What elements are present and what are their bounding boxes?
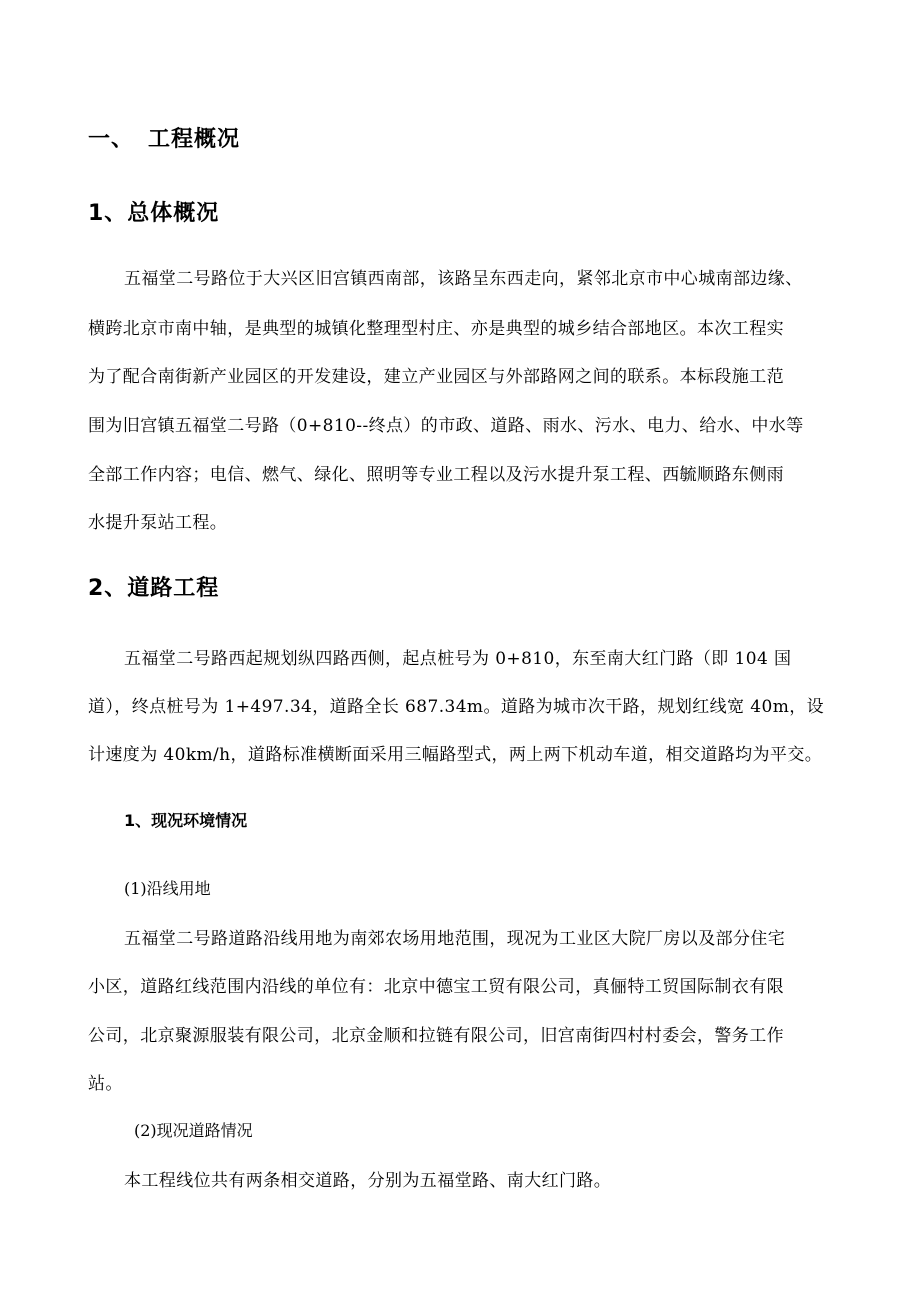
section-title: 工程概况: [148, 127, 241, 152]
item-label-land-use: (1)沿线用地: [124, 879, 211, 898]
paragraph-line: 本工程线位共有两条相交道路，分别为五福堂路、南大红门路。: [124, 1171, 612, 1191]
paragraph-line: 道），终点桩号为 1+497.34，道路全长 687.34m。道路为城市次干路，规划红线宽 40m，设: [88, 697, 825, 717]
subsection-heading-overview: 1、总体概况: [88, 201, 220, 226]
section-heading: [88, 122, 240, 153]
paragraph-line: 公司，北京聚源服装有限公司，北京金顺和拉链有限公司，旧宫南街四村村委会，警务工作: [88, 1026, 784, 1046]
item-label-current-roads: (2)现况道路情况: [134, 1121, 253, 1140]
paragraph-line: 为了配合南街新产业园区的开发建设，建立产业园区与外部路网之间的联系。本标段施工范: [88, 367, 784, 387]
paragraph-line: 计速度为 40km/h，道路标准横断面采用三幅路型式，两上两下机动车道，相交道路均为平交。: [88, 745, 823, 765]
paragraph-line: 围为旧宫镇五福堂二号路（0+810--终点）的市政、道路、雨水、污水、电力、给水、中水等: [88, 416, 804, 436]
paragraph-line: 五福堂二号路位于大兴区旧宫镇西南部，该路呈东西走向，紧邻北京市中心城南部边缘、: [124, 269, 803, 289]
paragraph-line: 五福堂二号路西起规划纵四路西侧，起点桩号为 0+810，东至南大红门路（即 104 国: [124, 649, 792, 669]
paragraph-line: 横跨北京市南中轴，是典型的城镇化整理型村庄、亦是典型的城乡结合部地区。本次工程实: [88, 319, 784, 339]
paragraph-line: 五福堂二号路道路沿线用地为南郊农场用地范围，现况为工业区大院厂房以及部分住宅: [124, 929, 786, 949]
subsection-heading-road: 2、道路工程: [88, 576, 220, 601]
paragraph-line: 站。: [88, 1074, 123, 1094]
paragraph-line: 小区，道路红线范围内沿线的单位有：北京中德宝工贸有限公司，真俪特工贸国际制衣有限: [88, 977, 784, 997]
subsection-heading-environment: 1、现况环境情况: [124, 811, 248, 830]
paragraph-line: 全部工作内容；电信、燃气、绿化、照明等专业工程以及污水提升泵工程、西毓顺路东侧雨: [88, 465, 784, 485]
section-number: 一、: [88, 127, 135, 152]
paragraph-line: 水提升泵站工程。: [88, 513, 228, 533]
